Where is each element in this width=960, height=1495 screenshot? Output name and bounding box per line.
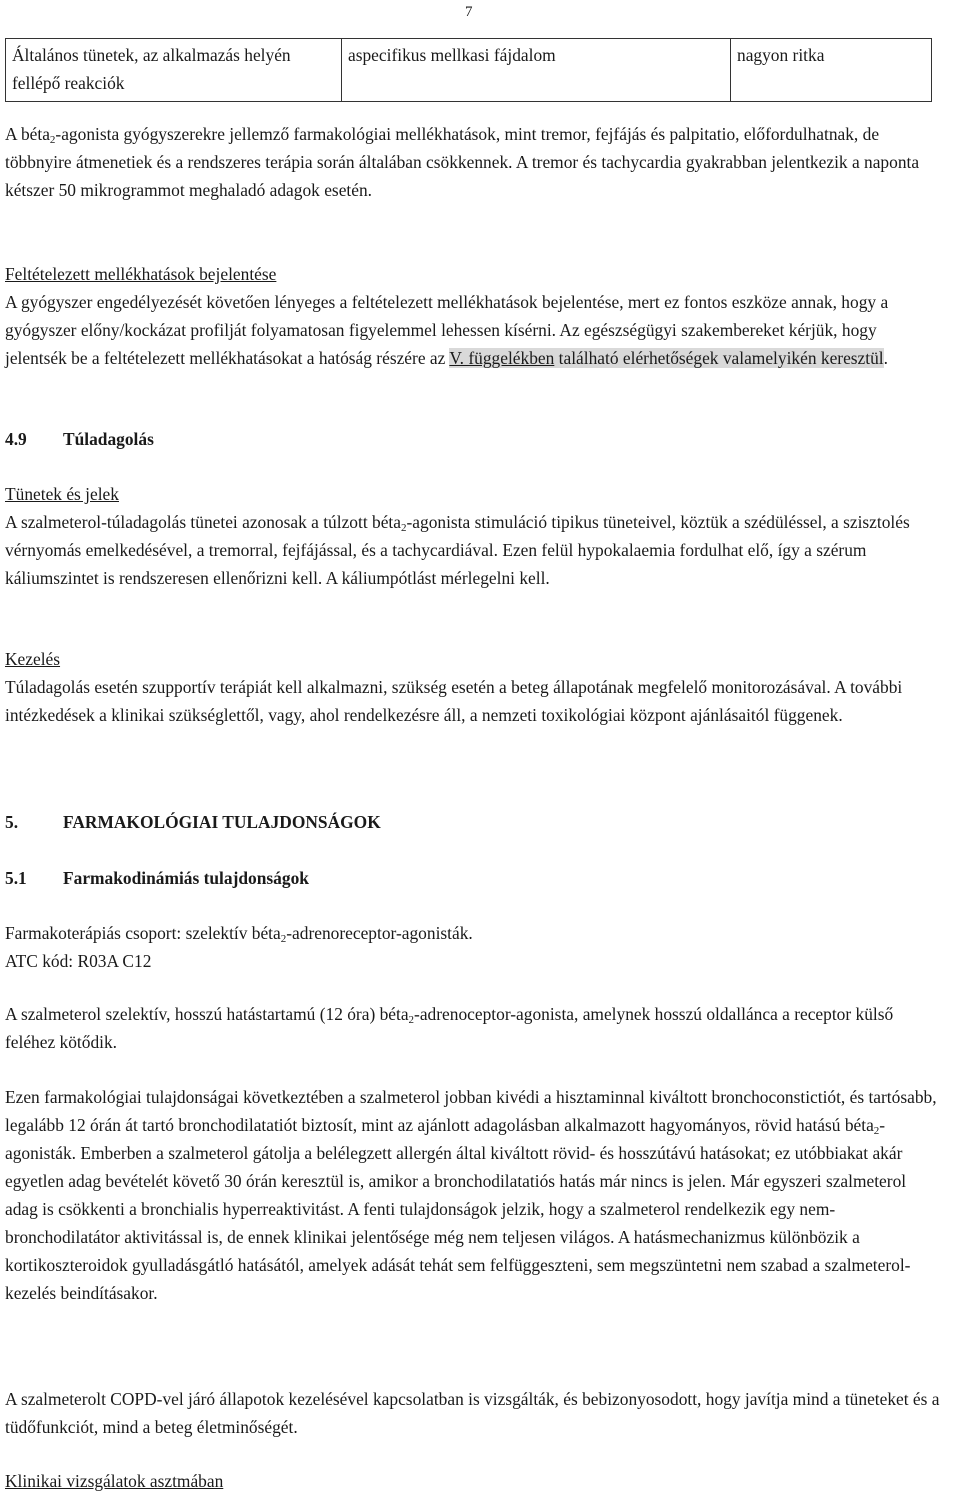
reporting-section	[5, 260, 940, 372]
symptoms-section	[5, 480, 940, 592]
section-4-9-heading: 4.9 Túladagolás	[5, 429, 154, 449]
page-number: 7	[465, 4, 473, 20]
beta-agonist-paragraph: A béta$_2$-agonista gyógyszerekre jellemző farmakológiai mellékhatások, mint tremor, fejfájás és palpitatio, előfordulhatnak, de többnyire átmenetiek és a rendszeres terápia során általában csökkennek. A tremor és tachycardia gyakrabban jelentkezik a naponta kétszer 50 mikrogrammot meghaladó adagok esetén.	[5, 124, 920, 200]
copd-paragraph: A szalmeterolt COPD-vel járó állapotok kezelésével kapcsolatban is vizsgálták, és bebizonyosodott, hogy javítja mind a tüneteket és a tüdőfunkciót, mind a beteg életminőségét.	[5, 1389, 940, 1437]
section-5-heading: 5. FARMAKOLÓGIAI TULAJDONSÁGOK	[5, 812, 381, 832]
symptoms-heading: Tünetek és jelek	[5, 484, 119, 504]
selective-agonist-paragraph: A szalmeterol szelektív, hosszú hatástartamú (12 óra) béta$_2$-adrenoceptor-agonista, amelynek hosszú oldallánca a receptor külső feléhez kötődik.	[5, 1004, 894, 1052]
reporting-heading: Feltételezett mellékhatások bejelentése	[5, 264, 277, 284]
clinical-studies-heading: Klinikai vizsgálatok asztmában	[5, 1471, 224, 1491]
atc-code: ATC kód: R03A C12	[5, 951, 152, 971]
table-cell-frequency: nagyon ritka	[731, 39, 932, 102]
treatment-text: Túladagolás esetén szupportív terápiát kell alkalmazni, szükség esetén a beteg állapotának megfelelő monitorozásával. A további intézkedések a klinikai szükséglettől, vagy, ahol rendelkezésre áll, a nemzeti toxikológiai központ ajánlásaitól függenek.	[5, 677, 903, 725]
appendix-v-link[interactable]: V. függelékben	[449, 348, 555, 368]
treatment-section	[5, 645, 940, 729]
table-cell-category: Általános tünetek, az alkalmazás helyén fellépő reakciók	[6, 39, 342, 102]
pharmacotherapeutic-group	[5, 919, 940, 975]
pharm-group-text: Farmakoterápiás csoport: szelektív béta$_2$-adrenoreceptor-agonisták.	[5, 923, 473, 945]
symptoms-text: A szalmeterol-túladagolás tünetei azonosak a túlzott béta$_2$-agonista stimuláció tipikus tüneteivel, köztük a szédüléssel, a szisztolés vérnyomás emelkedésével, a tremorral, fejfájással, és a tachycardiával. Ezen felül hypokalaemia fordulhat elő, így a szérum káliumszintet is rendszeresen ellenőrizni kell. A káliumpótlást mérlegelni kell.	[5, 512, 910, 588]
pharmacology-paragraph: Ezen farmakológiai tulajdonságai következtében a szalmeterol jobban kivédi a hisztaminnal kiváltott bronchoconstictiót, és tartósabb, legalább 12 órán át tartó bronchodilatatiót biztosít, mint az ajánlott adagolásban alkalmazott hagyományos, rövid hatású béta$_2$-agonisták. Emberben a szalmeterol gátolja a belélegzett allergén által kiváltott rövid- és hosszútávú hatásokat; ez utóbbiakat akár egyetlen adag bevételét követő 30 órán keresztül is, amikor a bronchodilatatiós hatás már nincs is jelen. Már egyszeri szalmeterol adag is csökkenti a bronchialis hyperreaktivitást. A fenti tulajdonságok jelzik, hogy a szalmeterol rendelkezik egy nem-bronchodilatátor aktivitással is, de ennek klinikai jelentősége még nem teljesen világos. A hatásmechanizmus különbözik a kortikoszteroidok gyulladásgátló hatásától, amelyek adását tehát sem felfüggeszteni, sem megszüntetni nem szabad a szalmeterol-kezelés beindításakor.	[5, 1087, 937, 1303]
table-row	[6, 39, 932, 102]
reporting-text: A gyógyszer engedélyezését követően lényeges a feltételezett mellékhatások bejelentése, mert ez fontos eszköze annak, hogy a gyógyszer előny/kockázat profilját folyamatosan figyelemmel lehessen kísérni. Az egészségügyi szakembereket kérjük, hogy jelentsék be a feltételezett mellékhatásokat a hatóság részére az V. függelékben található elérhetőségek valamelyikén keresztül.	[5, 292, 889, 368]
treatment-heading: Kezelés	[5, 649, 61, 669]
table-cell-effect: aspecifikus mellkasi fájdalom	[342, 39, 731, 102]
section-5-1-heading: 5.1 Farmakodinámiás tulajdonságok	[5, 868, 309, 888]
adverse-effects-table	[5, 38, 932, 102]
